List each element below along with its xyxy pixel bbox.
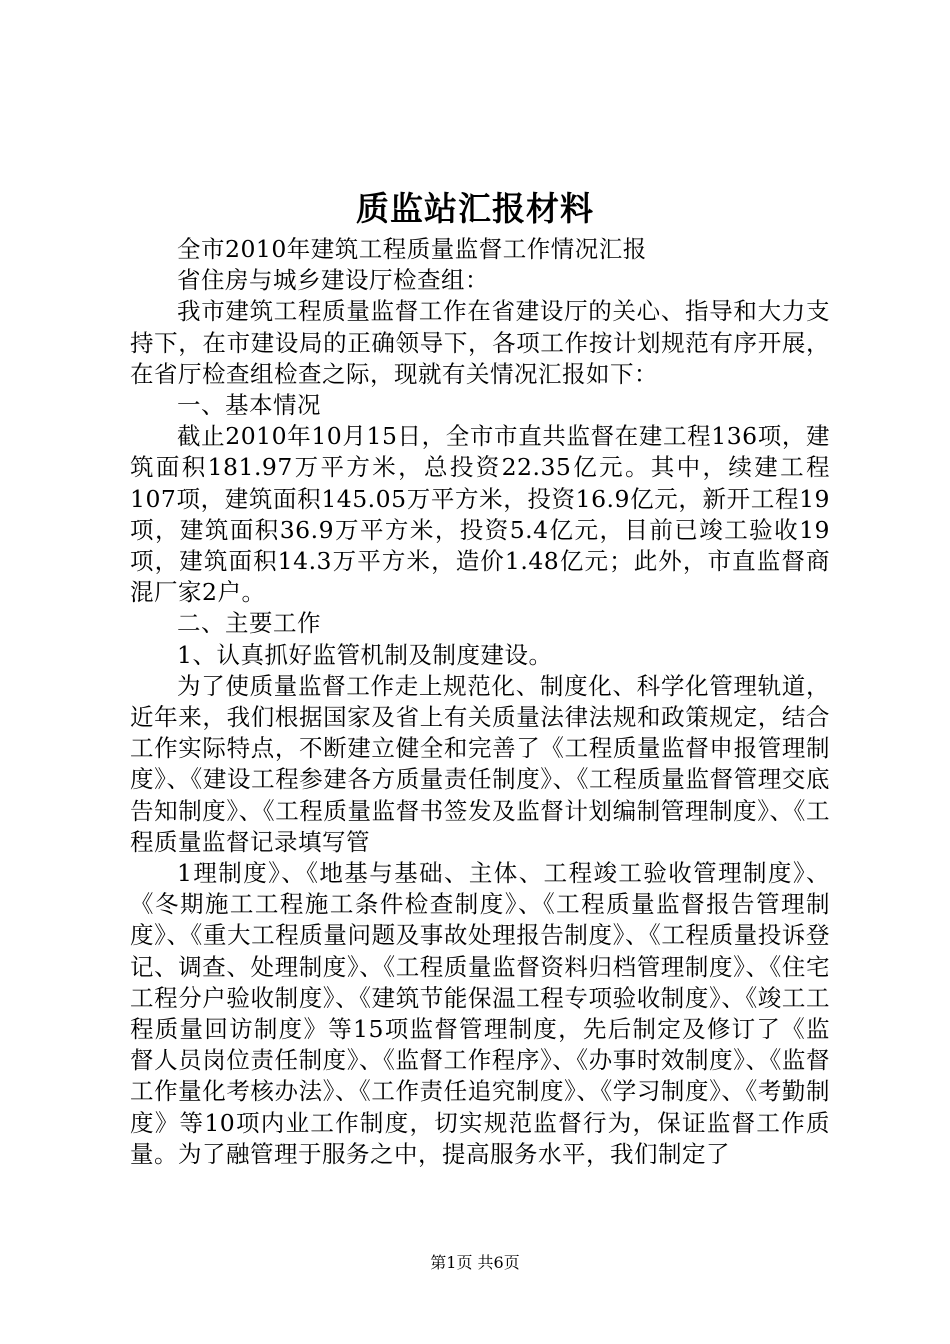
paragraph-basic-info: 截止2010年10月15日，全市市直共监督在建工程136项，建筑面积181.97万平方米，总投资22.35亿元。其中，续建工程107项，建筑面积145.05万平方米，投资16.9亿元，新开工程19项，建筑面积36.9万平方米，投资5.4亿元，目前已竣工验收19项，建筑面积14.3万平方米，造价1.48亿元；此外，市直监督商混厂家2户。	[130, 422, 830, 607]
page-footer: 第1页 共6页	[430, 1253, 520, 1272]
paragraph-salutation: 省住房与城乡建设厅检查组：	[177, 266, 489, 295]
paragraph-intro: 我市建筑工程质量监督工作在省建设厅的关心、指导和大力支持下，在市建设局的正确领导下，各项工作按计划规范有序开展，在省厅检查组检查之际，现就有关情况汇报如下：	[130, 297, 830, 388]
document-body	[130, 234, 830, 1170]
paragraph-systems-2: 1理制度》、《地基与基础、主体、工程竣工验收管理制度》、《冬期施工工程施工条件检查制度》、《工程质量监督报告管理制度》、《重大工程质量问题及事故处理报告制度》、《工程质量投诉登记、调查、处理制度》、《工程质量监督资料归档管理制度》、《住宅工程分户验收制度》、《建筑节能保温工程专项验收制度》、《竣工工程质量回访制度》等15项监督管理制度，先后制定及修订了《监督人员岗位责任制度》、《监督工作程序》、《办事时效制度》、《监督工作量化考核办法》、《工作责任追究制度》、《学习制度》、《考勤制度》等10项内业工作制度，切实规范监督行为，保证监督工作质量。为了融管理于服务之中，提高服务水平，我们制定了	[130, 859, 830, 1168]
section-heading-basic: 一、基本情况	[177, 391, 321, 420]
section-heading-main-work: 二、主要工作	[177, 609, 321, 638]
paragraph-systems-1: 为了使质量监督工作走上规范化、制度化、科学化管理轨道，近年来，我们根据国家及省上有关质量法律法规和政策规定，结合工作实际特点，不断建立健全和完善了《工程质量监督申报管理制度》、《建设工程参建各方质量责任制度》、《工程质量监督管理交底告知制度》、《工程质量监督书签发及监督计划编制管理制度》、《工程质量监督记录填写管	[130, 671, 830, 856]
paragraph-report-heading: 全市2010年建筑工程质量监督工作情况汇报	[177, 235, 647, 263]
page-title: 质监站汇报材料	[356, 189, 594, 228]
subsection-heading-1: 1、认真抓好监管机制及制度建设。	[177, 640, 553, 669]
